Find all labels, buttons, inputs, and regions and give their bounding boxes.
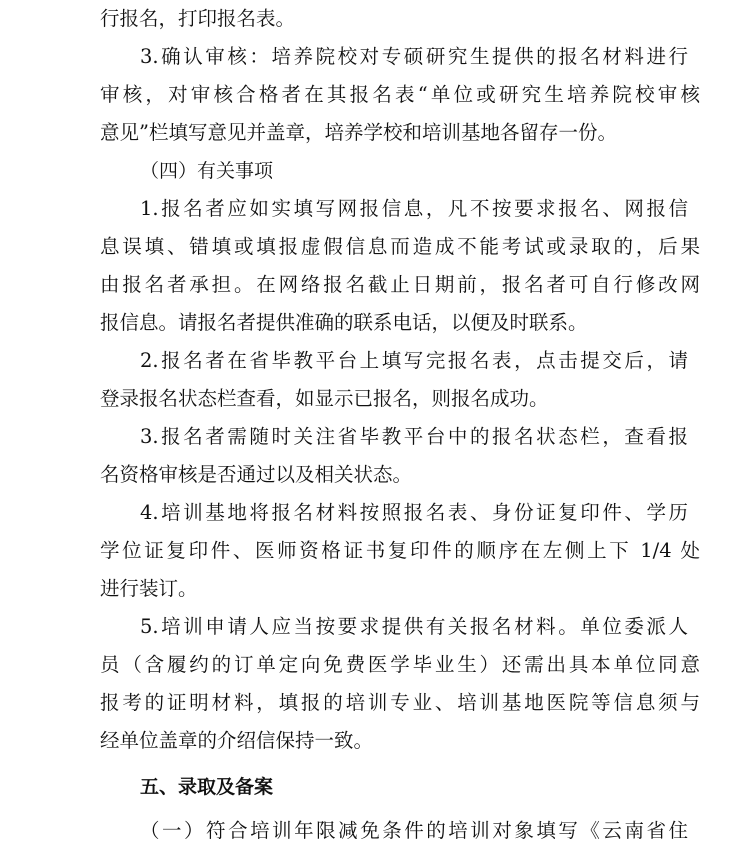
text-line: 息误填、错填或填报虚假信息而造成不能考试或录取的，后果	[100, 235, 700, 258]
text-line: 员（含履约的订单定向免费医学毕业生）还需出具本单位同意	[100, 653, 700, 676]
text-line: 登录报名状态栏查看，如显示已报名，则报名成功。	[100, 387, 549, 410]
text-line: 3.确认审核：培养院校对专硕研究生提供的报名材料进行	[140, 45, 688, 68]
text-line: 名资格审核是否通过以及相关状态。	[100, 463, 413, 486]
text-line: 学位证复印件、医师资格证书复印件的顺序在左侧上下 1/4 处	[100, 539, 700, 562]
text-line: 意见”栏填写意见并盖章，培养学校和培训基地各留存一份。	[100, 121, 617, 144]
text-line: 报信息。请报名者提供准确的联系电话，以便及时联系。	[100, 311, 588, 334]
text-line: 经单位盖章的介绍信保持一致。	[100, 729, 374, 752]
text-line: 审核，对审核合格者在其报名表“单位或研究生培养院校审核	[100, 83, 700, 106]
text-line: 3.报名者需随时关注省毕教平台中的报名状态栏，查看报	[140, 425, 688, 448]
text-line: 4.培训基地将报名材料按照报名表、身份证复印件、学历	[140, 501, 688, 524]
text-line: 2.报名者在省毕教平台上填写完报名表，点击提交后，请	[140, 349, 688, 372]
text-line: 行报名，打印报名表。	[100, 7, 296, 30]
text-line: 报考的证明材料，填报的培训专业、培训基地医院等信息须与	[100, 691, 700, 714]
text-line: 由报名者承担。在网络报名截止日期前，报名者可自行修改网	[100, 273, 700, 296]
text-line: 5.培训申请人应当按要求提供有关报名材料。单位委派人	[140, 615, 688, 638]
text-line: 进行装订。	[100, 577, 198, 600]
text-line: （一）符合培训年限减免条件的培训对象填写《云南省住	[140, 819, 688, 842]
text-line: 1.报名者应如实填写网报信息，凡不按要求报名、网报信	[140, 197, 688, 220]
section-heading: 五、录取及备案	[140, 776, 274, 798]
section-subheading: （四）有关事项	[140, 160, 274, 182]
